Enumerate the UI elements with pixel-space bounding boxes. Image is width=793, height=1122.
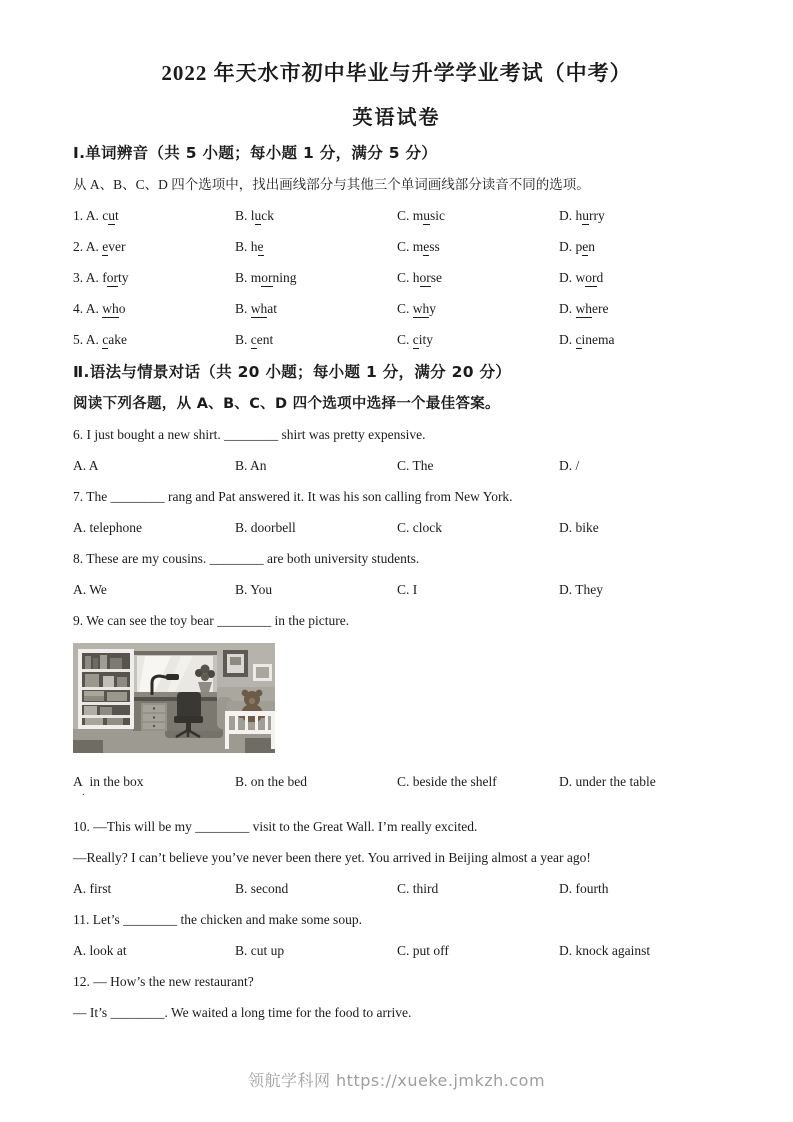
option-word <box>413 208 445 225</box>
option-label: 5. A. <box>73 332 99 347</box>
option-text: doorbell <box>250 520 296 535</box>
option <box>397 207 559 224</box>
bedroom-scene-illustration <box>73 643 275 753</box>
word-pre: l <box>250 208 255 223</box>
question-10-options <box>73 880 723 897</box>
word-post: y <box>429 301 437 316</box>
question-11-stem: 11. Let’s ________ the chicken and make some soup. <box>73 912 362 927</box>
option <box>559 773 723 790</box>
option-text: on the bed <box>250 774 308 789</box>
option-word <box>251 208 274 225</box>
option <box>559 519 723 536</box>
word-post: d <box>596 270 604 285</box>
option-text: I <box>412 582 418 597</box>
word-pre: h <box>412 270 420 285</box>
option-text: in the box <box>89 774 144 789</box>
option <box>235 773 397 790</box>
option-label: B. <box>235 458 248 473</box>
word-post: ere <box>592 301 609 316</box>
option <box>559 269 723 286</box>
option-word <box>576 332 615 349</box>
option-label: C. <box>397 881 410 896</box>
option <box>559 581 723 598</box>
option-label: D. <box>559 458 573 473</box>
question-8-stem: 8. These are my cousins. ________ are both university students. <box>73 551 420 566</box>
option <box>397 269 559 286</box>
option-label: 4. A. <box>73 301 99 316</box>
option-label: C. <box>397 270 410 285</box>
option <box>73 773 235 798</box>
word-underlined: c <box>575 332 582 347</box>
option-label: A. <box>73 520 87 535</box>
option <box>73 581 235 598</box>
word-underlined: or <box>261 270 273 285</box>
option <box>73 457 235 474</box>
word-post: inema <box>581 332 615 347</box>
option-text: beside the shelf <box>412 774 497 789</box>
word-post: se <box>430 270 443 285</box>
word-post: o <box>118 301 126 316</box>
word-underlined: wh <box>575 301 592 316</box>
question-9-picture <box>73 643 723 758</box>
word-underlined: or <box>106 270 119 285</box>
option <box>559 238 723 255</box>
option-label: C. <box>397 301 410 316</box>
option <box>397 331 559 348</box>
word-pre: m <box>412 208 424 223</box>
option-word <box>102 239 125 256</box>
option-word <box>576 208 605 225</box>
option <box>559 457 723 474</box>
option <box>559 880 723 897</box>
word-post: ent <box>256 332 274 347</box>
option-text: first <box>89 881 112 896</box>
option <box>73 300 235 317</box>
word-pre: c <box>102 208 109 223</box>
word-underlined: or <box>585 270 597 285</box>
word-underlined: wh <box>250 301 268 316</box>
option-label: C. <box>397 458 410 473</box>
phonics-row-1 <box>73 207 723 224</box>
option-label: B. <box>235 520 248 535</box>
document-body <box>73 143 723 1035</box>
option-word <box>102 332 127 349</box>
question-6-stem: 6. I just bought a new shirt. ________ shirt was pretty expensive. <box>73 427 426 442</box>
option-label: B. <box>235 301 248 316</box>
option <box>73 269 235 286</box>
option <box>73 880 235 897</box>
option <box>397 773 559 790</box>
page-subtitle: 英语试卷 <box>352 107 441 129</box>
word-underlined: u <box>254 208 262 223</box>
phonics-row-4 <box>73 300 723 317</box>
option-label: C. <box>397 208 410 223</box>
word-post: rry <box>589 208 605 223</box>
option-word <box>576 270 604 287</box>
option-text: A <box>88 458 99 473</box>
option-word <box>251 332 274 349</box>
option-word <box>413 239 440 256</box>
option-label: D. <box>559 270 573 285</box>
word-post: ake <box>108 332 127 347</box>
option-label: A. <box>73 881 87 896</box>
option-label: 2. A. <box>73 239 99 254</box>
word-underlined: c <box>412 332 419 347</box>
option-label: D. <box>559 520 573 535</box>
option-text: They <box>575 582 604 597</box>
section2-heading: Ⅱ.语法与情景对话（共 20 小题；每小题 1 分，满分 20 分） <box>73 363 512 381</box>
option-label: B. <box>235 582 248 597</box>
word-underlined: e <box>102 239 109 254</box>
option-label: D. <box>559 774 573 789</box>
option <box>235 331 397 348</box>
word-underlined: wh <box>102 301 119 316</box>
option-label: C. <box>397 239 410 254</box>
section1-heading: Ⅰ.单词辨音（共 5 小题；每小题 1 分，满分 5 分） <box>73 144 438 162</box>
word-underlined: wh <box>412 301 430 316</box>
option-label: B. <box>235 943 248 958</box>
option <box>397 238 559 255</box>
option-word <box>102 208 119 225</box>
word-pre: m <box>412 239 424 254</box>
option-label: A. <box>73 943 87 958</box>
option-text: telephone <box>89 520 142 535</box>
option <box>73 331 235 348</box>
option-label: C. <box>397 332 410 347</box>
option <box>397 581 559 598</box>
option-text: put off <box>412 943 449 958</box>
question-12-stem2: — It’s ________. We waited a long time for the food to arrive. <box>73 1005 412 1020</box>
word-underlined: c <box>102 332 109 347</box>
option-label: C. <box>397 582 410 597</box>
option <box>559 207 723 224</box>
option <box>235 942 397 959</box>
option-text: knock against <box>575 943 651 958</box>
option-word <box>413 301 436 318</box>
question-9-stem: 9. We can see the toy bear ________ in the picture. <box>73 613 350 628</box>
option-label: B. <box>235 270 248 285</box>
word-post: ss <box>429 239 440 254</box>
option-label: D. <box>559 582 573 597</box>
option-label: D. <box>559 332 573 347</box>
question-7-options <box>73 519 723 536</box>
question-9-options <box>73 773 723 798</box>
option-label: C. <box>397 774 410 789</box>
option-label: A. <box>73 458 87 473</box>
option-label: B. <box>235 881 248 896</box>
option-text: cut up <box>250 943 285 958</box>
option <box>397 519 559 536</box>
word-post: ck <box>261 208 275 223</box>
option-text: An <box>250 458 267 473</box>
option-label: D. <box>559 301 573 316</box>
option-label: D. <box>559 943 573 958</box>
option <box>235 457 397 474</box>
phonics-row-3 <box>73 269 723 286</box>
option-label: C. <box>397 943 410 958</box>
word-underlined: e <box>257 239 264 254</box>
option <box>73 942 235 959</box>
option-text: We <box>89 582 107 597</box>
word-pre: m <box>250 270 262 285</box>
question-7-stem: 7. The ________ rang and Pat answered it. It was his son calling from New York. <box>73 489 513 504</box>
option <box>559 300 723 317</box>
option-text: The <box>412 458 434 473</box>
word-underlined: u <box>582 208 589 223</box>
phonics-row-2 <box>73 238 723 255</box>
option-label: 3. A. <box>73 270 99 285</box>
option-word <box>576 301 609 318</box>
option-word <box>413 270 442 287</box>
option <box>235 519 397 536</box>
word-post: ver <box>108 239 126 254</box>
word-pre: w <box>575 270 586 285</box>
option-word <box>102 301 125 318</box>
option-label: D. <box>559 239 573 254</box>
option-text: bike <box>575 520 599 535</box>
option <box>559 942 723 959</box>
word-post: ity <box>418 332 434 347</box>
option-text: second <box>250 881 289 896</box>
option-word <box>576 239 596 256</box>
option-word <box>251 301 277 318</box>
watermark-footer: 领航学科网 https://xueke.jmkzh.com <box>247 1071 546 1090</box>
word-post: n <box>588 239 595 254</box>
word-underlined: u <box>423 208 431 223</box>
option <box>73 238 235 255</box>
option-text: under the table <box>575 774 656 789</box>
option-text: You <box>250 582 273 597</box>
word-pre: h <box>575 208 583 223</box>
option <box>73 519 235 536</box>
option <box>235 269 397 286</box>
option-label: D. <box>559 208 573 223</box>
option <box>397 942 559 959</box>
word-post: sic <box>430 208 446 223</box>
word-underlined: c <box>250 332 257 347</box>
option <box>235 581 397 598</box>
option <box>397 880 559 897</box>
option-label: 1. A. <box>73 208 99 223</box>
option-word <box>102 270 128 287</box>
word-pre: p <box>575 239 583 254</box>
option-word <box>251 239 264 256</box>
page-title: 2022 年天水市初中毕业与升学学业考试（中考） <box>161 61 632 85</box>
question-12-stem: 12. — How’s the new restaurant? <box>73 974 254 989</box>
option-word <box>251 270 297 287</box>
option-text: clock <box>412 520 443 535</box>
option-label: B. <box>235 774 248 789</box>
option-label: B. <box>235 208 248 223</box>
word-underlined: e <box>582 239 589 254</box>
option-label: B. <box>235 332 248 347</box>
option-label: B. <box>235 239 248 254</box>
question-10-stem2: —Really? I can’t believe you’ve never been there yet. You arrived in Beijing almost a year ago! <box>73 850 591 865</box>
word-post: ning <box>272 270 297 285</box>
option-label: D. <box>559 881 573 896</box>
word-post: at <box>267 301 278 316</box>
word-pre: h <box>250 239 258 254</box>
option-label: A <box>73 774 83 789</box>
word-underlined: or <box>419 270 431 285</box>
option-text: look at <box>89 943 127 958</box>
option-text: third <box>412 881 439 896</box>
question-10-stem: 10. —This will be my ________ visit to the Great Wall. I’m really excited. <box>73 819 478 834</box>
question-6-options <box>73 457 723 474</box>
section2-instruction: 阅读下列各题，从 A、B、C、D 四个选项中选择一个最佳答案。 <box>73 396 500 412</box>
option-label: C. <box>397 520 410 535</box>
question-8-options <box>73 581 723 598</box>
phonics-row-5 <box>73 331 723 348</box>
stray-mark: . <box>82 786 85 798</box>
section1-instruction: 从 A、B、C、D 四个选项中，找出画线部分与其他三个单词画线部分读音不同的选项。 <box>73 177 590 192</box>
option-word <box>413 332 433 349</box>
word-post: ty <box>118 270 129 285</box>
option <box>559 331 723 348</box>
question-11-options <box>73 942 723 959</box>
word-post: t <box>115 208 119 223</box>
option <box>235 207 397 224</box>
option <box>235 238 397 255</box>
option-text: / <box>575 458 580 473</box>
option <box>235 300 397 317</box>
word-underlined: e <box>423 239 430 254</box>
option <box>397 300 559 317</box>
option <box>397 457 559 474</box>
word-underlined: u <box>108 208 116 223</box>
option <box>73 207 235 224</box>
option-label: A. <box>73 582 87 597</box>
option <box>235 880 397 897</box>
word-pre: f <box>102 270 107 285</box>
option-text: fourth <box>575 881 609 896</box>
